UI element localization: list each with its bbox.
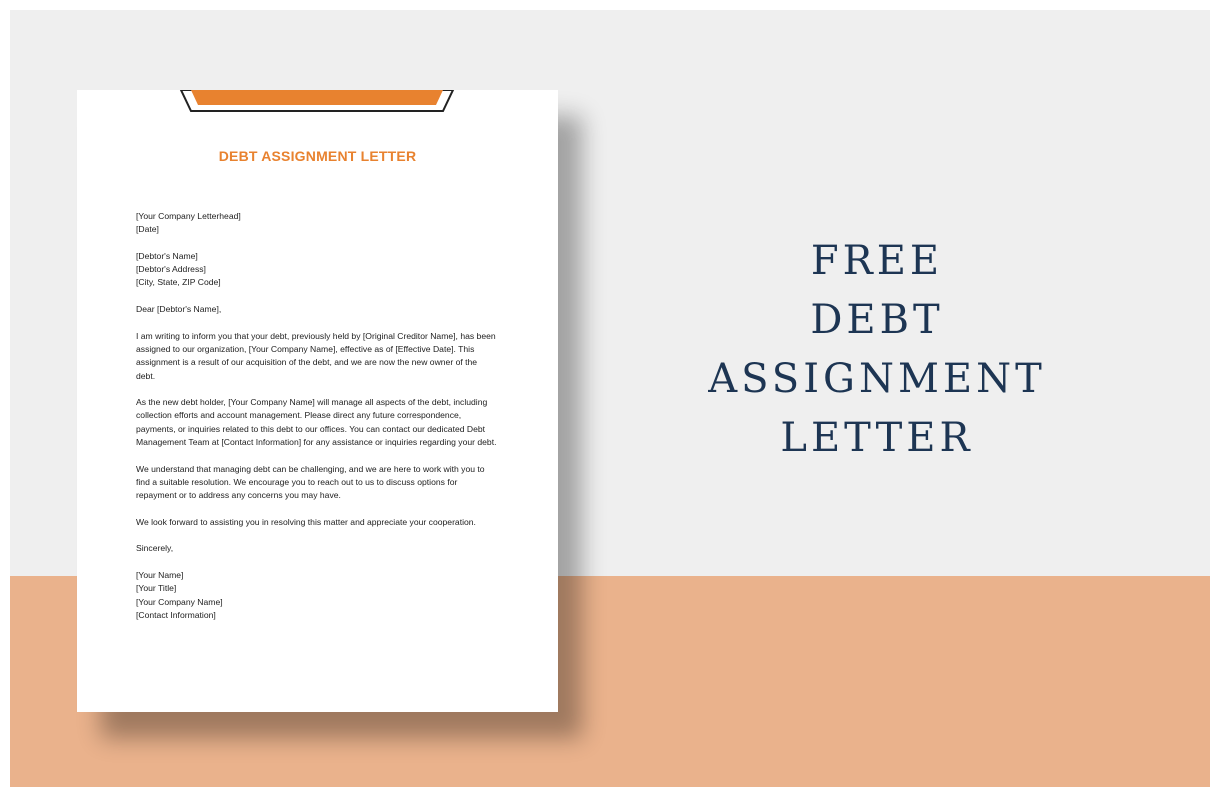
paragraph-assignment-notice: I am writing to inform you that your debt, previously held by [Original Creditor Name], has been assigned to our organization, [Your Company Name], effective as of [Effective Date]. This assignment is a result of our acquisition of the debt, and we are now the new owner of the debt. (136, 330, 496, 381)
promo-title-line: LETTER (780, 415, 974, 461)
promo-title-line: FREE (810, 238, 944, 284)
date-line: [Date] (136, 224, 159, 235)
letter-document (77, 90, 558, 712)
signature-title: [Your Title] (136, 583, 177, 594)
paragraph-closing-remark: We look forward to assisting you in resolving this matter and appreciate your cooperation. (136, 516, 476, 527)
promo-title-line: ASSIGNMENT (708, 356, 1046, 402)
city-state-zip-line: [City, State, ZIP Code] (136, 277, 221, 288)
closing: Sincerely, (136, 543, 174, 554)
paragraph-debt-management: As the new debt holder, [Your Company Name] will manage all aspects of the debt, including collection efforts and account management. Please direct any future correspondence, payments, or inquiries related to this debt to our offices. You can contact our dedicated Debt Management Team at [Contact Information] for any assistance or inquiries regarding your debt. (136, 397, 497, 448)
debtor-name-line: [Debtor's Name] (136, 250, 198, 261)
debtor-address-line: [Debtor's Address] (136, 264, 206, 275)
signature-company: [Your Company Name] (136, 596, 223, 607)
salutation: Dear [Debtor's Name], (136, 304, 222, 315)
header-decoration (177, 90, 457, 116)
promo-title (690, 232, 1064, 468)
letter-body (136, 210, 498, 622)
signature-name: [Your Name] (136, 570, 184, 581)
paragraph-resolution: We understand that managing debt can be challenging, and we are here to work with you to find a suitable resolution. We encourage you to reach out to us to discuss options for repayment or to address any concerns you may have. (136, 463, 485, 501)
promo-title-line: DEBT (810, 297, 944, 343)
letterhead-line: [Your Company Letterhead] (136, 211, 241, 221)
signature-contact: [Contact Information] (136, 609, 216, 620)
preview-canvas (10, 10, 1210, 787)
letter-title: DEBT ASSIGNMENT LETTER (218, 148, 417, 164)
